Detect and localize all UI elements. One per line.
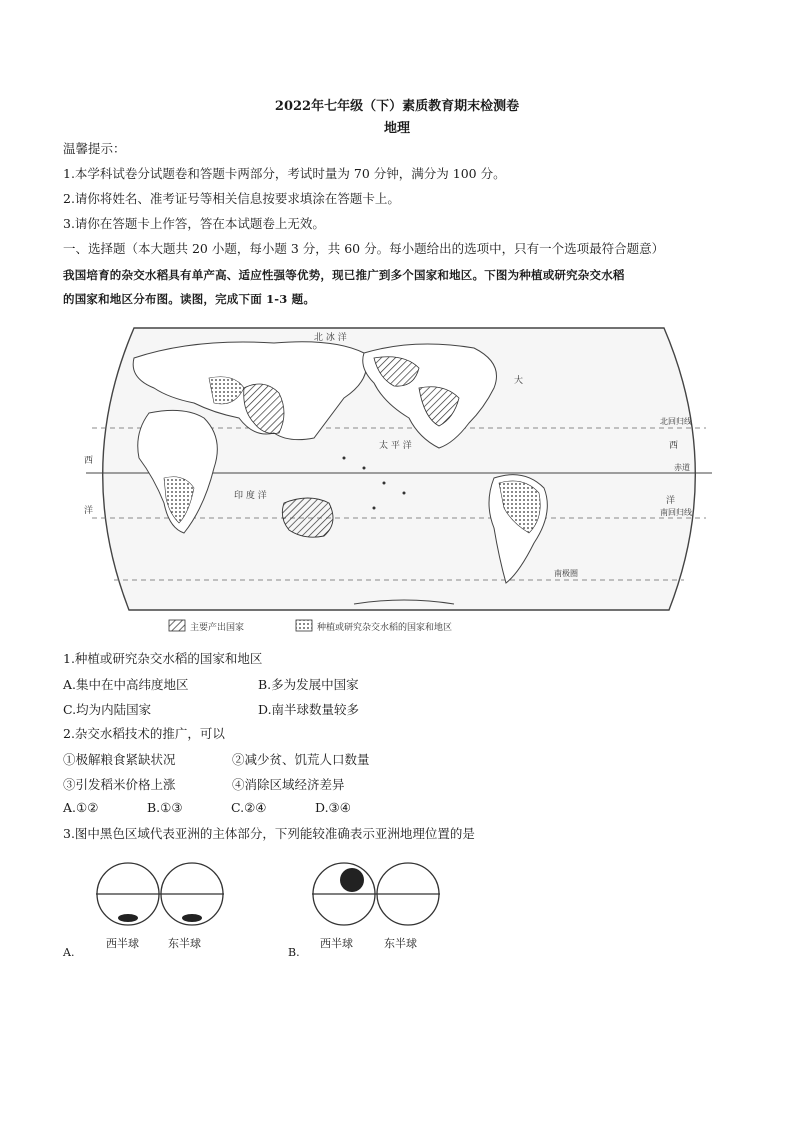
legend-dots-swatch: [296, 620, 312, 631]
q2-option-b: B.①③: [147, 800, 183, 815]
tips-heading: 温馨提示：: [63, 141, 126, 156]
section-heading: 一、选择题（本大题共 20 小题，每小题 3 分，共 60 分。每小题给出的选项中，只有一个选项最符合题意）: [63, 241, 665, 256]
world-map: [74, 318, 724, 646]
q1-option-b: B.多为发展中国家: [258, 677, 359, 692]
question-2-stem: 2.杂交水稻技术的推广，可以: [63, 726, 225, 741]
q2-statement-2: ②减少贫、饥荒人口数量: [232, 752, 370, 767]
q2-option-d: D.③④: [315, 800, 351, 815]
q3-b-east-label: 东半球: [384, 937, 417, 950]
map-label-atlantic-yang-west: 洋: [84, 506, 94, 516]
q2-statement-4: ④消除区域经济差异: [232, 777, 345, 792]
exam-title: 2022年七年级（下）素质教育期末检测卷: [274, 99, 520, 114]
tip-1: 1.本学科试卷分试题卷和答题卡两部分，考试时量为 70 分钟，满分为 100 分。: [63, 166, 506, 181]
map-label-indian: 印 度 洋: [234, 491, 267, 501]
q1-option-d: D.南半球数量较多: [258, 702, 360, 717]
map-label-antarctic-circle: 南极圈: [554, 569, 578, 578]
q2-option-a: A.①②: [63, 800, 99, 815]
q3-a-west-label: 西半球: [106, 937, 139, 950]
q3-figure-a: [96, 860, 226, 930]
q3-figure-b: [312, 860, 442, 930]
q3-b-west-label: 西半球: [320, 937, 353, 950]
legend-main-producer: 主要产出国家: [190, 623, 245, 633]
q3-a-east-label: 东半球: [168, 937, 201, 950]
tip-3: 3.请你在答题卡上作答，答在本试题卷上无效。: [63, 216, 325, 231]
legend-planting: 种植或研究杂交水稻的国家和地区: [317, 623, 453, 633]
question-3-stem: 3.图中黑色区域代表亚洲的主体部分，下列能较准确表示亚洲地理位置的是: [63, 826, 475, 841]
q1-option-a: A.集中在中高纬度地区: [63, 677, 189, 692]
q1-option-c: C.均为内陆国家: [63, 702, 152, 717]
intro-line-1: 我国培育的杂交水稻具有单产高、适应性强等优势，现已推广到多个国家和地区。下图为种植或研究杂交水稻: [63, 268, 625, 282]
map-label-atlantic-yang-east: 洋: [666, 496, 676, 506]
q2-statement-1: ①极解粮食紧缺状况: [63, 752, 176, 767]
q2-option-c: C.②④: [231, 800, 267, 815]
map-label-atlantic-da: 大: [514, 376, 524, 386]
q2-statement-3: ③引发稻米价格上涨: [63, 777, 176, 792]
map-label-south-regression: 南回归线: [660, 508, 692, 517]
legend-hatch-swatch: [169, 620, 185, 631]
map-label-atlantic-xi-west: 西: [84, 456, 94, 466]
tip-2: 2.请你将姓名、准考证号等相关信息按要求填涂在答题卡上。: [63, 191, 400, 206]
q3-option-a-letter: A.: [63, 946, 75, 959]
subject-title: 地理: [383, 121, 410, 136]
q3-option-b-letter: B.: [288, 946, 300, 959]
intro-line-2: 的国家和地区分布图。读图，完成下面 1-3 题。: [63, 292, 316, 306]
map-label-north-regression: 北回归线: [660, 417, 692, 426]
map-label-equator: 赤道: [674, 463, 690, 472]
map-label-atlantic-xi-east: 西: [669, 441, 679, 451]
question-1-stem: 1.种植或研究杂交水稻的国家和地区: [63, 651, 263, 666]
map-label-pacific: 太 平 洋: [379, 441, 412, 451]
map-label-arctic: 北 冰 洋: [314, 333, 347, 343]
